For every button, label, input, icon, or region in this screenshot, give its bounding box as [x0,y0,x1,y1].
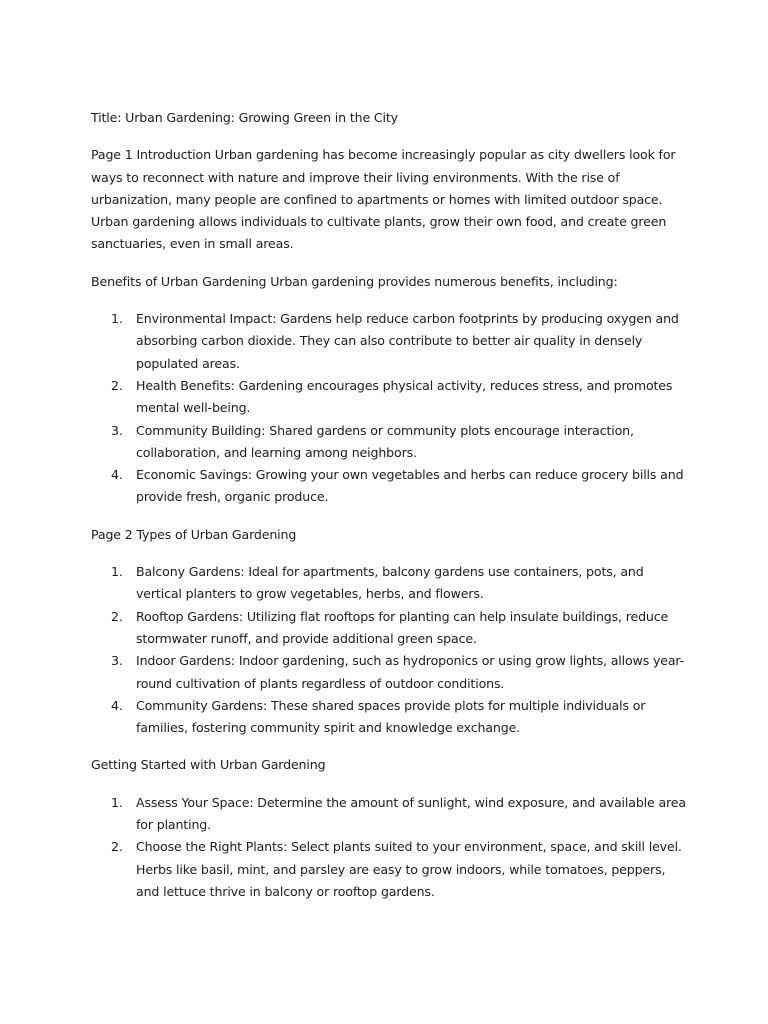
list-item: 3. Indoor Gardens: Indoor gardening, such as hydroponics or using grow lights, allows year-round cultivation of plants regardless of outdoor conditions. [111,653,685,691]
list-item: 4. Economic Savings: Growing your own vegetables and herbs can reduce grocery bills and provide fresh, organic produce. [111,467,684,505]
benefits-heading: Benefits of Urban Gardening Urban gardening provides numerous benefits, including: [91,273,618,289]
list-item: 1. Assess Your Space: Determine the amount of sunlight, wind exposure, and available area for planting. [111,794,686,833]
list-item: 1. Balcony Gardens: Ideal for apartments, balcony gardens use containers, pots, and vertical planters to grow vegetables, herbs, and flowers. [111,564,644,602]
list-item: 3. Community Building: Shared gardens or community plots encourage interaction, collaboration, and learning among neighbors. [111,422,634,460]
list-item: 2. Rooftop Gardens: Utilizing flat rooftops for planting can help insulate buildings, reduce stormwater runoff, and provide additional green space. [111,608,669,646]
getting-started-heading: Getting Started with Urban Gardening [91,757,326,773]
intro-paragraph: Page 1 Introduction Urban gardening has become increasingly popular as city dwellers look for ways to reconnect with nature and improve their living environments. With the rise of urbanization, many people are confined to apartments or homes with limited outdoor space. Urban gardening allows individuals to cultivate plants, grow their own food, and create green sanctuaries, even in small areas. [91,147,676,252]
types-list [91,561,691,739]
getting-started-list [91,792,691,903]
list-item: 2. Choose the Right Plants: Select plants suited to your environment, space, and skill level. Herbs like basil, mint, and parsley are easy to grow indoors, while tomatoes, peppers, and lettuce thrive in balcony or rooftop gardens. [111,839,682,899]
types-heading: Page 2 Types of Urban Gardening [91,526,297,542]
list-item: 4. Community Gardens: These shared spaces provide plots for multiple individuals or families, fostering community spirit and knowledge exchange. [111,697,646,736]
document-page [91,107,691,918]
list-item: 2. Health Benefits: Gardening encourages physical activity, reduces stress, and promotes mental well-being. [111,377,673,416]
list-item: 1. Environmental Impact: Gardens help reduce carbon footprints by producing oxygen and absorbing carbon dioxide. They can also contribute to better air quality in densely populated areas. [111,311,679,371]
document-title: Title: Urban Gardening: Growing Green in the City [91,110,398,125]
benefits-list [91,308,691,509]
